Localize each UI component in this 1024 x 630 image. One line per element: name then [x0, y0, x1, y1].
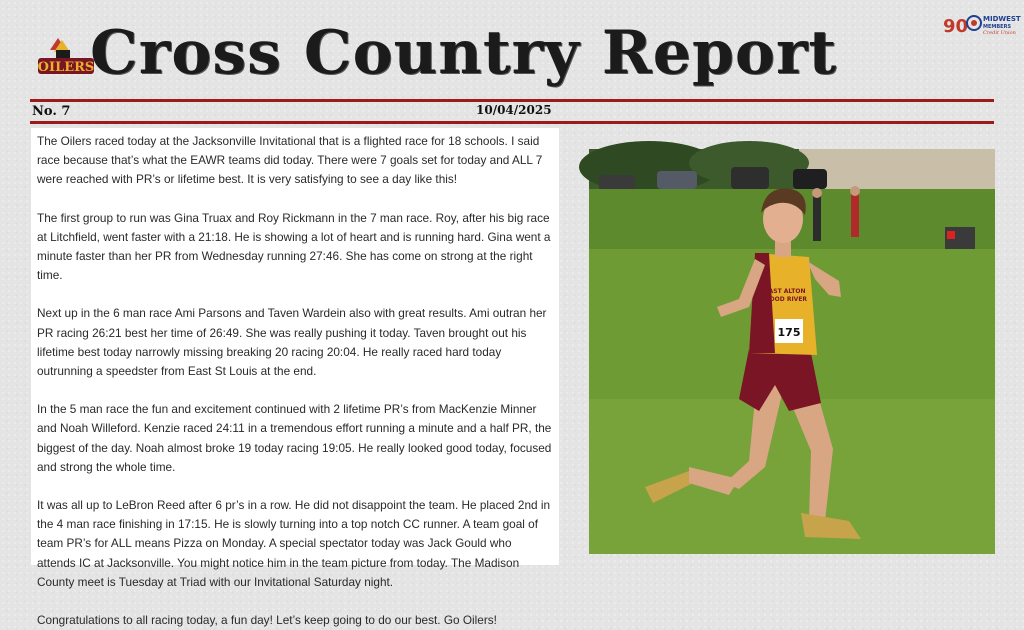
article-paragraph: It was all up to LeBron Reed after 6 pr’s in a row. He did not disappoint the team. He placed 2nd in the 4 man race finishing in 17:15. He is slowly turning into a top notch CC runner. A team goal of team PR’s for ALL means Pizza on Monday. A special spectator today was Jack Gould who attends IC at Jacksonville. You might notice him in the team picture from today. The Madison County meet is Tuesday at Triad with our Invitational Saturday night.: [37, 498, 551, 589]
article-body: [31, 128, 559, 628]
article-paragraph: Congratulations to all racing today, a fun day! Let’s keep going to do our best. Go Oilers!: [37, 613, 497, 628]
page-title: Cross Country Report: [90, 18, 838, 88]
article-paragraph: Next up in the 6 man race Ami Parsons and Taven Wardein also with great results. Ami outran her PR racing 26:21 best her time of 26:49. She was really pushing it today. Taven brought out his lifetime best today narrowly missing breaking 20 racing 20:04. He really raced hard today outrunning a speedster from East St Louis at the end.: [37, 306, 547, 379]
svg-text:EAST ALTON: EAST ALTON: [764, 288, 806, 295]
svg-text:Credit Union: Credit Union: [983, 30, 1016, 36]
midwest-members-logo: [943, 10, 1021, 40]
svg-text:90: 90: [943, 16, 969, 37]
article-paragraph: The Oilers raced today at the Jacksonville Invitational that is a flighted race for 18 schools. I said race because that’s what the EAWR teams did today. There were 7 goals set for today and ALL 7 were reached with PR’s or lifetime best. It is very satisfying to see a day like this!: [37, 134, 543, 187]
issue-date: 10/04/2025: [476, 103, 552, 117]
svg-text:WOOD RIVER: WOOD RIVER: [762, 296, 808, 303]
header-rule-bottom: [30, 121, 994, 124]
runner-photo: [589, 149, 995, 554]
svg-text:175: 175: [777, 326, 801, 339]
article-paragraph: The first group to run was Gina Truax and Roy Rickmann in the 7 man race. Roy, after his big race at Litchfield, went faster with a 21:18. He is showing a lot of heart and is running hard. Gina went a minute faster than her PR from Wednesday running 27:46. She has come on strong at the right time.: [37, 210, 551, 283]
svg-text:MIDWEST: MIDWEST: [983, 15, 1021, 23]
oilers-logo: [36, 36, 96, 78]
article-paragraph: In the 5 man race the fun and excitement continued with 2 lifetime PR’s from MacKenzie Minner and Noah Willeford. Kenzie raced 24:11 in a tremendous effort running a minute and a half PR, the biggest of the day. Noah almost broke 19 today racing 19:05. He really looked good today, focused and strong the whole time.: [37, 402, 552, 474]
issue-number: No. 7: [32, 104, 71, 119]
svg-text:MEMBERS: MEMBERS: [983, 24, 1012, 30]
header-rule-top: [30, 99, 994, 102]
svg-text:OILERS: OILERS: [37, 60, 95, 75]
